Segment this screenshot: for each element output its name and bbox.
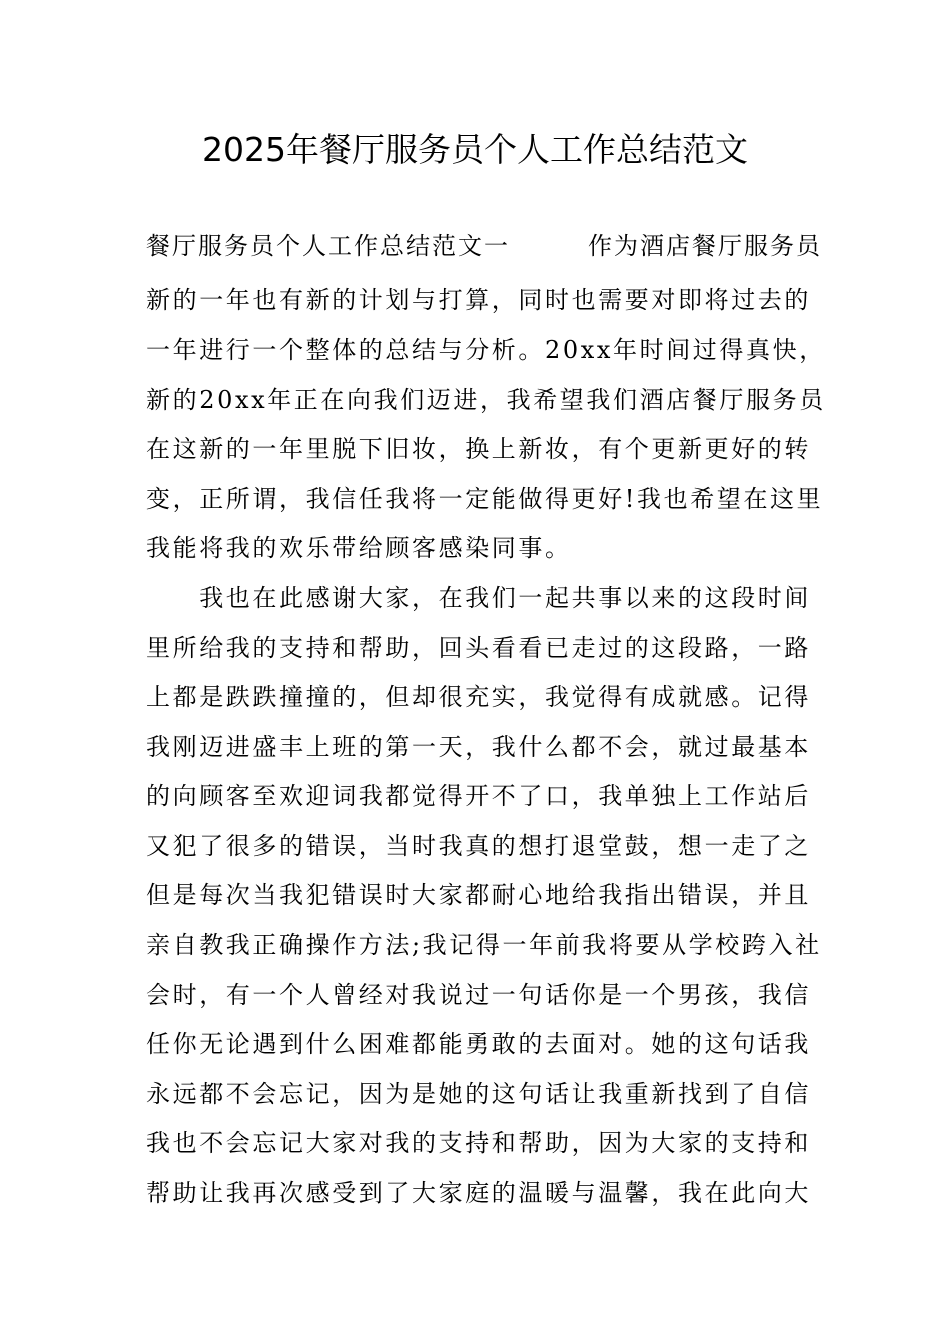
body-line: 任你无论遇到什么困难都能勇敢的去面对。她的这句话我: [146, 1030, 811, 1058]
body-line: 变，正所谓，我信任我将一定能做得更好!我也希望在这里: [146, 485, 824, 513]
body-line: 永远都不会忘记，因为是她的这句话让我重新找到了自信: [146, 1080, 811, 1108]
body-line: 帮助让我再次感受到了大家庭的温暖与温馨，我在此向大: [146, 1179, 811, 1207]
body-line: 在这新的一年里脱下旧妆，换上新妆，有个更新更好的转: [146, 435, 811, 463]
body-line: 我刚迈进盛丰上班的第一天，我什么都不会，就过最基本: [146, 733, 811, 761]
document-title: 2025年餐厅服务员个人工作总结范文: [202, 130, 748, 169]
body-line: 但是每次当我犯错误时大家都耐心地给我指出错误，并且: [146, 881, 811, 909]
body-line: 新的20xx年正在向我们迈进，我希望我们酒店餐厅服务员: [146, 386, 826, 414]
body-line: 我也在此感谢大家，在我们一起共事以来的这段时间: [146, 584, 811, 612]
body-line: 我能将我的欢乐带给顾客感染同事。: [146, 534, 572, 562]
body-line: 餐厅服务员个人工作总结范文一 作为酒店餐厅服务员: [146, 232, 822, 260]
body-line: 上都是跌跌撞撞的，但却很充实，我觉得有成就感。记得: [146, 683, 811, 711]
body-line: 会时，有一个人曾经对我说过一句话你是一个男孩，我信: [146, 981, 811, 1009]
body-line: 一年进行一个整体的总结与分析。20xx年时间过得真快，: [146, 336, 826, 364]
body-line: 又犯了很多的错误，当时我真的想打退堂鼓，想一走了之: [146, 832, 811, 860]
body-line: 的向顾客至欢迎词我都觉得开不了口，我单独上工作站后: [146, 782, 811, 810]
body-line: 亲自教我正确操作方法;我记得一年前我将要从学校跨入社: [146, 931, 822, 959]
body-line: 我也不会忘记大家对我的支持和帮助，因为大家的支持和: [146, 1129, 811, 1157]
body-line: 里所给我的支持和帮助，回头看看已走过的这段路，一路: [146, 634, 811, 662]
body-line: 新的一年也有新的计划与打算，同时也需要对即将过去的: [146, 286, 811, 314]
